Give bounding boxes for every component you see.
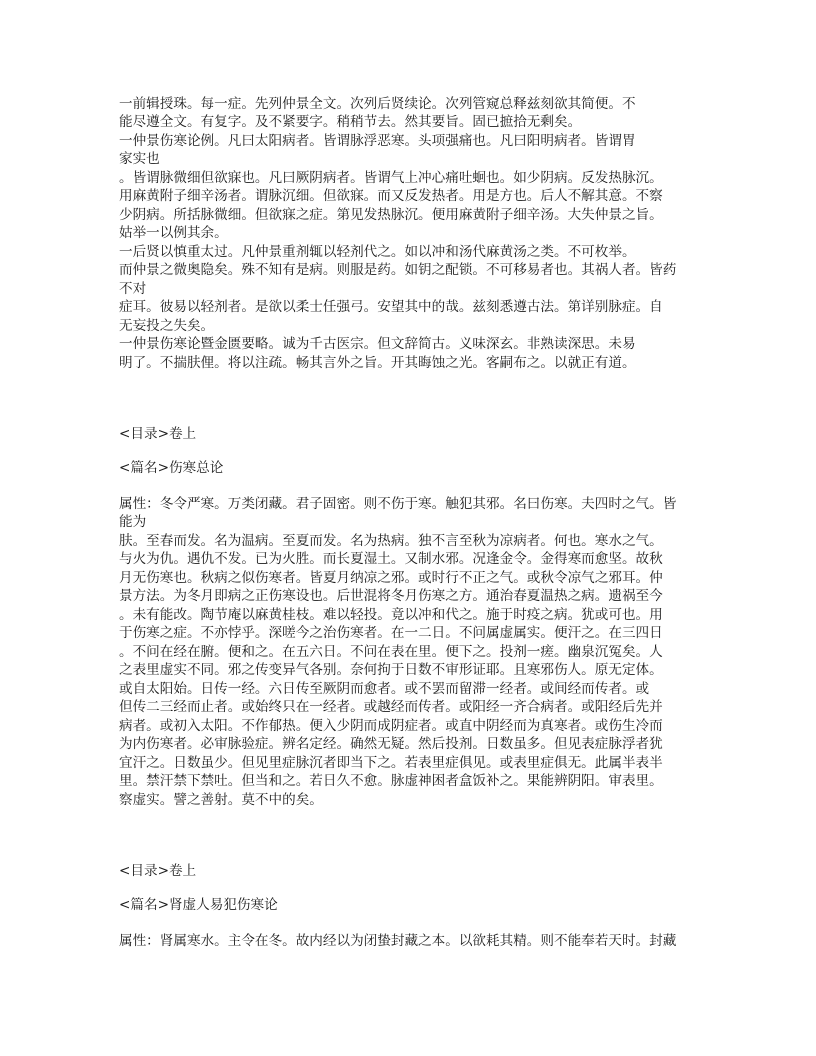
chapter-title: <篇名>伤寒总论 (119, 460, 224, 476)
text-line: 为内伤寒者。必审脉验症。辨名定经。确然无疑。然后投剂。日数虽多。但见表症脉浮者犹 (119, 736, 663, 752)
text-line: 一前辑授珠。每一症。先列仲景全文。次列后贤续论。次列管窥总释兹刻欲其简便。不 (119, 96, 636, 112)
text-line: 宜汗之。日数虽少。但见里症脉沉者即当下之。若表里症俱见。或表里症俱无。此属半表半 (119, 755, 663, 771)
text-line: 里。禁汗禁下禁吐。但当和之。若日久不愈。脉虚神困者盒饭补之。果能辨阴阳。审表里。 (119, 773, 663, 789)
text-line: 。皆谓脉微细但欲寐也。凡曰厥阴病者。皆谓气上冲心痛吐蛔也。如少阴病。反发热脉沉。 (119, 170, 663, 186)
text-line: 家实也 (119, 151, 160, 167)
text-line: 但传二三经而止者。或始终只在一经者。或越经而传者。或阳经一齐合病者。或阳经后先并 (119, 699, 663, 715)
text-line: 于伤寒之症。不亦悖乎。深嗟今之治伤寒者。在一二日。不问属虚属实。便汗之。在三四日 (119, 625, 663, 641)
text-line: 能为 (119, 514, 147, 530)
text-line: 。未有能改。陶节庵以麻黄桂枝。难以轻投。竟以冲和代之。施于时疫之病。犹或可也。用 (119, 607, 663, 623)
text-line: 不对 (119, 281, 147, 297)
text-line: 能尽遵全文。有复字。及不紧要字。稍稍节去。然其要旨。固已摭拾无剩矣。 (119, 114, 582, 130)
text-line: 姑举一以例其余。 (119, 225, 228, 241)
text-line: 属性：肾属寒水。主令在冬。故内经以为闭蛰封藏之本。以欲耗其精。则不能奉若天时。封藏 (119, 933, 677, 949)
text-line: 一仲景伤寒论暨金匮要略。诚为千古医宗。但文辞简古。义味深玄。非熟读深思。未易 (119, 336, 636, 352)
text-line: 察虚实。譬之善射。莫不中的矣。 (119, 792, 323, 808)
text-line: 属性：冬令严寒。万类闭藏。君子固密。则不伤于寒。触犯其邪。名曰伤寒。夫四时之气。皆 (119, 496, 677, 512)
chapter-title: <篇名>肾虚人易犯伤寒论 (119, 897, 278, 913)
text-line: 与火为仇。遇仇不发。已为火胜。而长夏湿土。又制水邪。况逢金令。金得寒而愈坚。故秋 (119, 551, 663, 567)
text-line: 月无伤寒也。秋病之似伤寒者。皆夏月纳凉之邪。或时行不正之气。或秋令凉气之邪耳。仲 (119, 570, 663, 586)
text-line: 无妄投之失矣。 (119, 318, 215, 334)
text-line: 一后贤以慎重太过。凡仲景重剂辄以轻剂代之。如以冲和汤代麻黄汤之类。不可枚举。 (119, 244, 636, 260)
text-line: 景方法。为冬月即病之正伤寒设也。后世混将冬月伤寒之方。通治春夏温热之病。遗祸至今 (119, 588, 663, 604)
text-line: 病者。或初入太阳。不作郁热。便入少阴而成阴症者。或直中阴经而为真寒者。或伤生冷而 (119, 718, 663, 734)
text-line: 症耳。彼易以轻剂者。是欲以柔士任强弓。安望其中的哉。兹刻悉遵古法。第详别脉症。自 (119, 299, 663, 315)
text-line: 肤。至春而发。名为温病。至夏而发。名为热病。独不言至秋为凉病者。何也。寒水之气。 (119, 533, 663, 549)
text-line: 少阴病。所括脉微细。但欲寐之症。第见发热脉沉。便用麻黄附子细辛汤。大失仲景之旨。 (119, 207, 663, 223)
text-line: 一仲景伤寒论例。凡曰太阳病者。皆谓脉浮恶寒。头项强痛也。凡曰阳明病者。皆谓胃 (119, 133, 636, 149)
text-line: 用麻黄附子细辛汤者。谓脉沉细。但欲寐。而又反发热者。用是方也。后人不解其意。不察 (119, 188, 663, 204)
text-line: 明了。不揣肤俚。将以注疏。畅其言外之旨。开其晦蚀之光。客嗣布之。以就正有道。 (119, 355, 636, 371)
text-line: 。不问在经在腑。便和之。在五六日。不问在表在里。便下之。投剂一瘥。幽泉沉冤矣。人 (119, 644, 663, 660)
catalog-heading: <目录>卷上 (119, 863, 197, 879)
text-line: 之表里虚实不同。邪之传变异气各别。奈何拘于日数不审形证耶。且寒邪伤人。原无定体。 (119, 662, 663, 678)
text-line: 或自太阳始。日传一经。六日传至厥阴而愈者。或不罢而留滞一经者。或间经而传者。或 (119, 681, 650, 697)
catalog-heading: <目录>卷上 (119, 426, 197, 442)
text-line: 而仲景之微奥隐矣。殊不知有是病。则服是药。如钥之配锁。不可移易者也。其祸人者。皆药 (119, 262, 677, 278)
